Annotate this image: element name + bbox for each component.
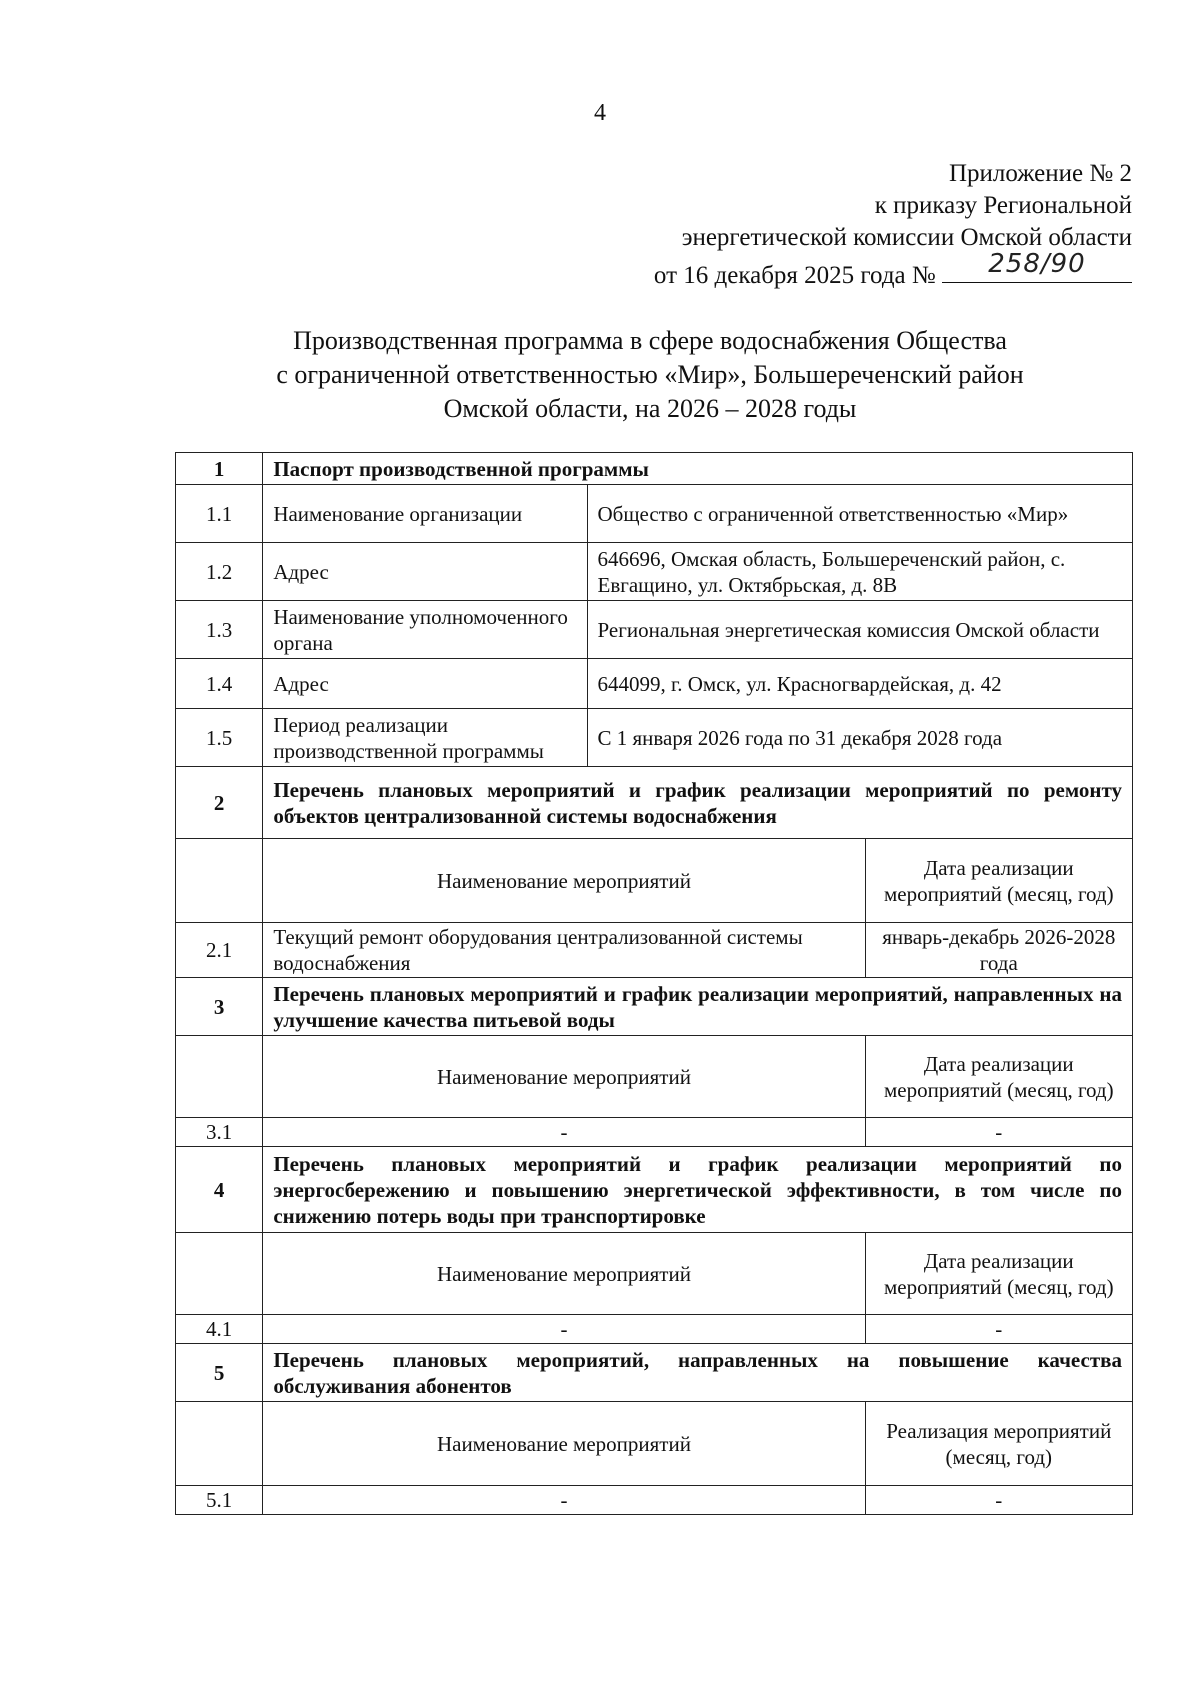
row-value: 646696, Омская область, Большереченский район, с. Евгащино, ул. Октябрьская, д. 8В [587, 543, 1133, 601]
column-header-row [176, 1402, 1133, 1486]
empty-cell [176, 839, 263, 923]
activity-name: Текущий ремонт оборудования централизованной системы водоснабжения [263, 923, 865, 978]
section-number: 3 [176, 978, 263, 1036]
column-header-row [176, 839, 1133, 923]
row-value: С 1 января 2026 года по 31 декабря 2028 года [587, 709, 1133, 767]
table-row [176, 543, 1133, 601]
order-number-handwritten: 258/90 [942, 254, 1132, 283]
column-header-row [176, 1036, 1133, 1118]
row-label: Адрес [263, 543, 587, 601]
column-header-date: Дата реализации мероприятий (месяц, год) [865, 839, 1132, 923]
title-line-2: с ограниченной ответственностью «Мир», Большереченский район [276, 360, 1024, 389]
empty-cell [176, 1233, 263, 1315]
production-program-table [175, 452, 1133, 1515]
order-date-text: от 16 декабря 2025 года № [653, 262, 936, 289]
section-number: 5 [176, 1344, 263, 1402]
section-heading: Перечень плановых мероприятий и график реализации мероприятий, направленных на улучшение качества питьевой воды [263, 978, 1133, 1036]
row-number: 1.3 [176, 601, 263, 659]
activity-date: - [865, 1118, 1132, 1147]
row-number: 5.1 [176, 1486, 263, 1515]
column-header-name: Наименование мероприятий [263, 1402, 865, 1486]
activity-date: январь-декабрь 2026-2028 года [865, 923, 1132, 978]
column-header-row [176, 1233, 1133, 1315]
table-row [176, 1486, 1133, 1515]
table-row [176, 1315, 1133, 1344]
appendix-line-1: Приложение № 2 [948, 160, 1132, 187]
row-value: Региональная энергетическая комиссия Омской области [587, 601, 1133, 659]
row-value: Общество с ограниченной ответственностью «Мир» [587, 485, 1133, 543]
activity-date: - [865, 1486, 1132, 1515]
row-number: 1.4 [176, 659, 263, 709]
column-header-date: Дата реализации мероприятий (месяц, год) [865, 1036, 1132, 1118]
column-header-name: Наименование мероприятий [263, 1233, 865, 1315]
page-number: 4 [594, 100, 606, 126]
title-line-1: Производственная программа в сфере водоснабжения Общества [293, 326, 1007, 355]
section-heading: Паспорт производственной программы [263, 453, 1133, 485]
column-header-date: Дата реализации мероприятий (месяц, год) [865, 1233, 1132, 1315]
document-title [180, 324, 1120, 426]
table-row [176, 601, 1133, 659]
empty-cell [176, 1036, 263, 1118]
section-3-header-row [176, 978, 1133, 1036]
section-number: 4 [176, 1147, 263, 1233]
appendix-block [654, 158, 1132, 292]
appendix-line-3: энергетической комиссии Омской области [681, 224, 1132, 251]
activity-date: - [865, 1315, 1132, 1344]
section-heading: Перечень плановых мероприятий, направленных на повышение качества обслуживания абонентов [263, 1344, 1133, 1402]
table-row [176, 485, 1133, 543]
section-number: 2 [176, 767, 263, 839]
row-label: Период реализации производственной программы [263, 709, 587, 767]
row-number: 1.2 [176, 543, 263, 601]
appendix-line-4 [653, 249, 1132, 292]
row-value: 644099, г. Омск, ул. Красногвардейская, д. 42 [587, 659, 1133, 709]
section-2-header-row [176, 767, 1133, 839]
column-header-name: Наименование мероприятий [263, 1036, 865, 1118]
row-number: 4.1 [176, 1315, 263, 1344]
column-header-date: Реализация мероприятий (месяц, год) [865, 1402, 1132, 1486]
row-label: Наименование уполномоченного органа [263, 601, 587, 659]
appendix-line-2: к приказу Региональной [874, 192, 1132, 219]
activity-name: - [263, 1118, 865, 1147]
table-row [176, 923, 1133, 978]
activity-name: - [263, 1486, 865, 1515]
section-5-header-row [176, 1344, 1133, 1402]
row-number: 1.5 [176, 709, 263, 767]
column-header-name: Наименование мероприятий [263, 839, 865, 923]
row-label: Наименование организации [263, 485, 587, 543]
section-1-header-row [176, 453, 1133, 485]
row-number: 2.1 [176, 923, 263, 978]
table-row [176, 709, 1133, 767]
activity-name: - [263, 1315, 865, 1344]
row-label: Адрес [263, 659, 587, 709]
row-number: 1.1 [176, 485, 263, 543]
table-row [176, 1118, 1133, 1147]
section-number: 1 [176, 453, 263, 485]
table-row [176, 659, 1133, 709]
section-heading: Перечень плановых мероприятий и график реализации мероприятий по энергосбережению и повышению энергетической эффективности, в том числе по снижению потерь воды при транспортировке [263, 1147, 1133, 1233]
empty-cell [176, 1402, 263, 1486]
section-heading: Перечень плановых мероприятий и график реализации мероприятий по ремонту объектов централизованной системы водоснабжения [263, 767, 1133, 839]
title-line-3: Омской области, на 2026 – 2028 годы [443, 394, 857, 423]
section-4-header-row [176, 1147, 1133, 1233]
row-number: 3.1 [176, 1118, 263, 1147]
